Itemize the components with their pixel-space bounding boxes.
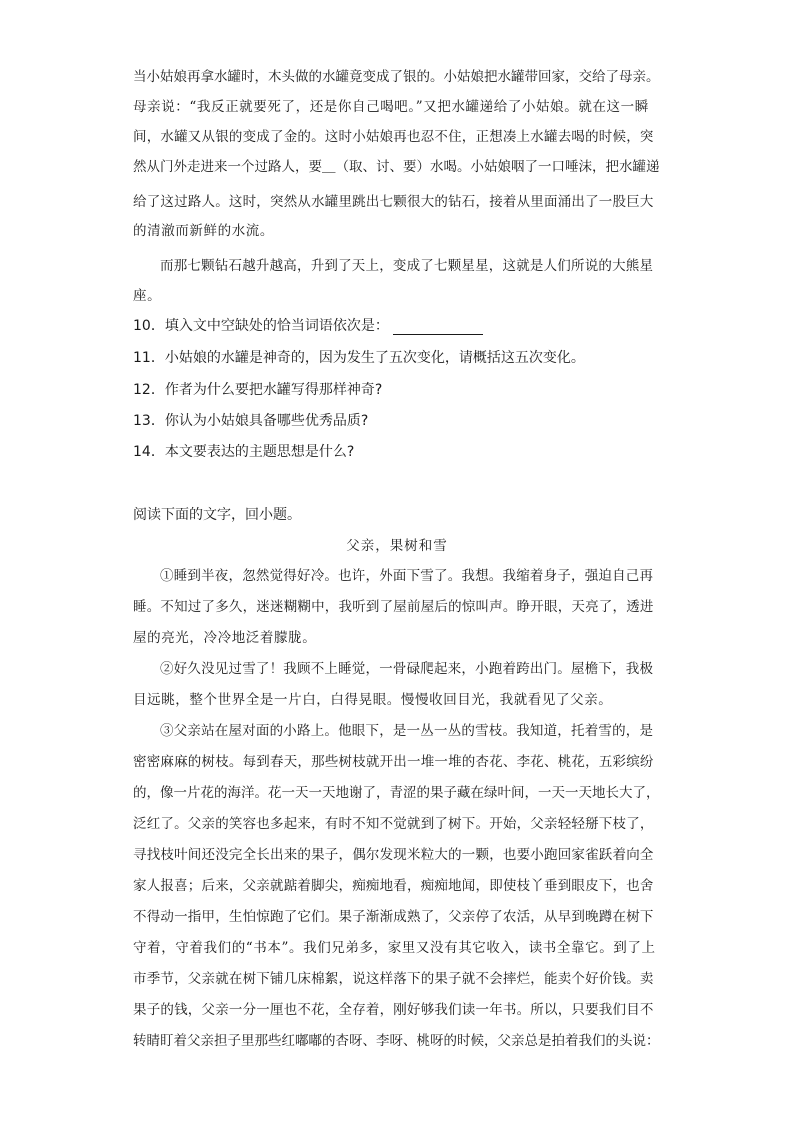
passage-line: 而那七颗钻石越升越高，升到了天上，变成了七颗星星，这就是人们所说的大熊星 — [160, 258, 654, 274]
passage-line: 给了这过路人。这时，突然从水罐里跳出七颗很大的钻石，接着从里面涌出了一股巨大 — [133, 194, 654, 210]
passage-line: 母亲说：“我反正就要死了，还是你自己喝吧。”又把水罐递给了小姑娘。就在这一瞬 — [133, 99, 649, 115]
question-14: 14．本文要表达的主题思想是什么? — [133, 444, 355, 460]
section-instruction: 阅读下面的文字，回小题。 — [133, 507, 301, 523]
answer-blank — [393, 320, 483, 335]
paragraph-3-line: 转睛盯着父亲担子里那些红嘟嘟的杏呀、李呀、桃呀的时候，父亲总是拍着我们的头说： — [133, 1033, 660, 1049]
paragraph-3-line: 果子的钱，父亲一分一厘也不花，全存着，刚好够我们读一年书。所以，只要我们目不 — [133, 1002, 654, 1018]
paragraph-1-line: 屋的亮光，冷冷地泛着朦胧。 — [133, 630, 317, 646]
passage-line: 座。 — [133, 288, 162, 304]
paragraph-2-line: ②好久没见过雪了！我顾不上睡觉，一骨碌爬起来，小跑着跨出门。屋檐下，我极 — [160, 661, 654, 677]
paragraph-3-line: 泛红了。父亲的笑容也多起来，有时不知不觉就到了树下。开始，父亲轻轻掰下枝了， — [133, 816, 654, 832]
paragraph-3-line: ③父亲站在屋对面的小路上。他眼下，是一丛一丛的雪枝。我知道，托着雪的，是 — [160, 723, 654, 739]
paragraph-3-line: 密密麻麻的树枝。每到春天，那些树枝就开出一堆一堆的杏花、李花、桃花，五彩缤纷 — [133, 754, 654, 770]
question-11: 11．小姑娘的水罐是神奇的，因为发生了五次变化，请概括这五次变化。 — [133, 350, 585, 366]
paragraph-1-line: 睡。不知过了多久，迷迷糊糊中，我听到了屋前屋后的惊叫声。睁开眼，天亮了，透进 — [133, 599, 654, 615]
passage-line: 的清澈而新鲜的水流。 — [133, 223, 274, 239]
paragraph-3-line: 的，像一片花的海洋。花一天一天地谢了，青涩的果子藏在绿叶间，一天一天地长大了， — [133, 785, 660, 801]
paragraph-3-line: 不得动一指甲，生怕惊跑了它们。果子渐渐成熟了，父亲停了农活，从早到晚蹲在树下 — [133, 909, 654, 925]
question-10 — [133, 317, 483, 335]
paragraph-3-line: 家人报喜；后来，父亲就踮着脚尖，痴痴地看，痴痴地闻，即使枝丫垂到眼皮下，也舍 — [133, 878, 654, 894]
question-13: 13．你认为小姑娘具备哪些优秀品质? — [133, 413, 369, 429]
passage-line: 然从门外走进来一个过路人，要＿（取、讨、要）水喝。小姑娘咽了一口唾沫，把水罐递 — [133, 159, 660, 175]
paragraph-3-line: 守着，守着我们的“书本”。我们兄弟多，家里又没有其它收入，读书全靠它。到了上 — [133, 940, 656, 956]
question-10-text: 10．填入文中空缺处的恰当词语依次是： — [133, 318, 389, 334]
paragraph-3-line: 寻找枝叶间还没完全长出来的果子，偶尔发现米粒大的一颗，也要小跑回家雀跃着向全 — [133, 847, 654, 863]
paragraph-3-line: 市季节，父亲就在树下铺几床棉絮，说这样落下的果子就不会摔烂，能卖个好价钱。卖 — [133, 971, 654, 987]
article-title: 父亲，果树和雪 — [346, 538, 448, 554]
question-12: 12．作者为什么要把水罐写得那样神奇? — [133, 382, 383, 398]
paragraph-1-line: ①睡到半夜，忽然觉得好冷。也许，外面下雪了。我想。我缩着身子，强迫自己再 — [160, 568, 654, 584]
passage-line: 间，水罐又从银的变成了金的。这时小姑娘再也忍不住，正想凑上水罐去喝的时候，突 — [133, 129, 654, 145]
paragraph-2-line: 目远眺，整个世界全是一片白，白得晃眼。慢慢收回目光，我就看见了父亲。 — [133, 692, 613, 708]
passage-line: 当小姑娘再拿水罐时，木头做的水罐竟变成了银的。小姑娘把水罐带回家，交给了母亲。 — [133, 69, 660, 85]
